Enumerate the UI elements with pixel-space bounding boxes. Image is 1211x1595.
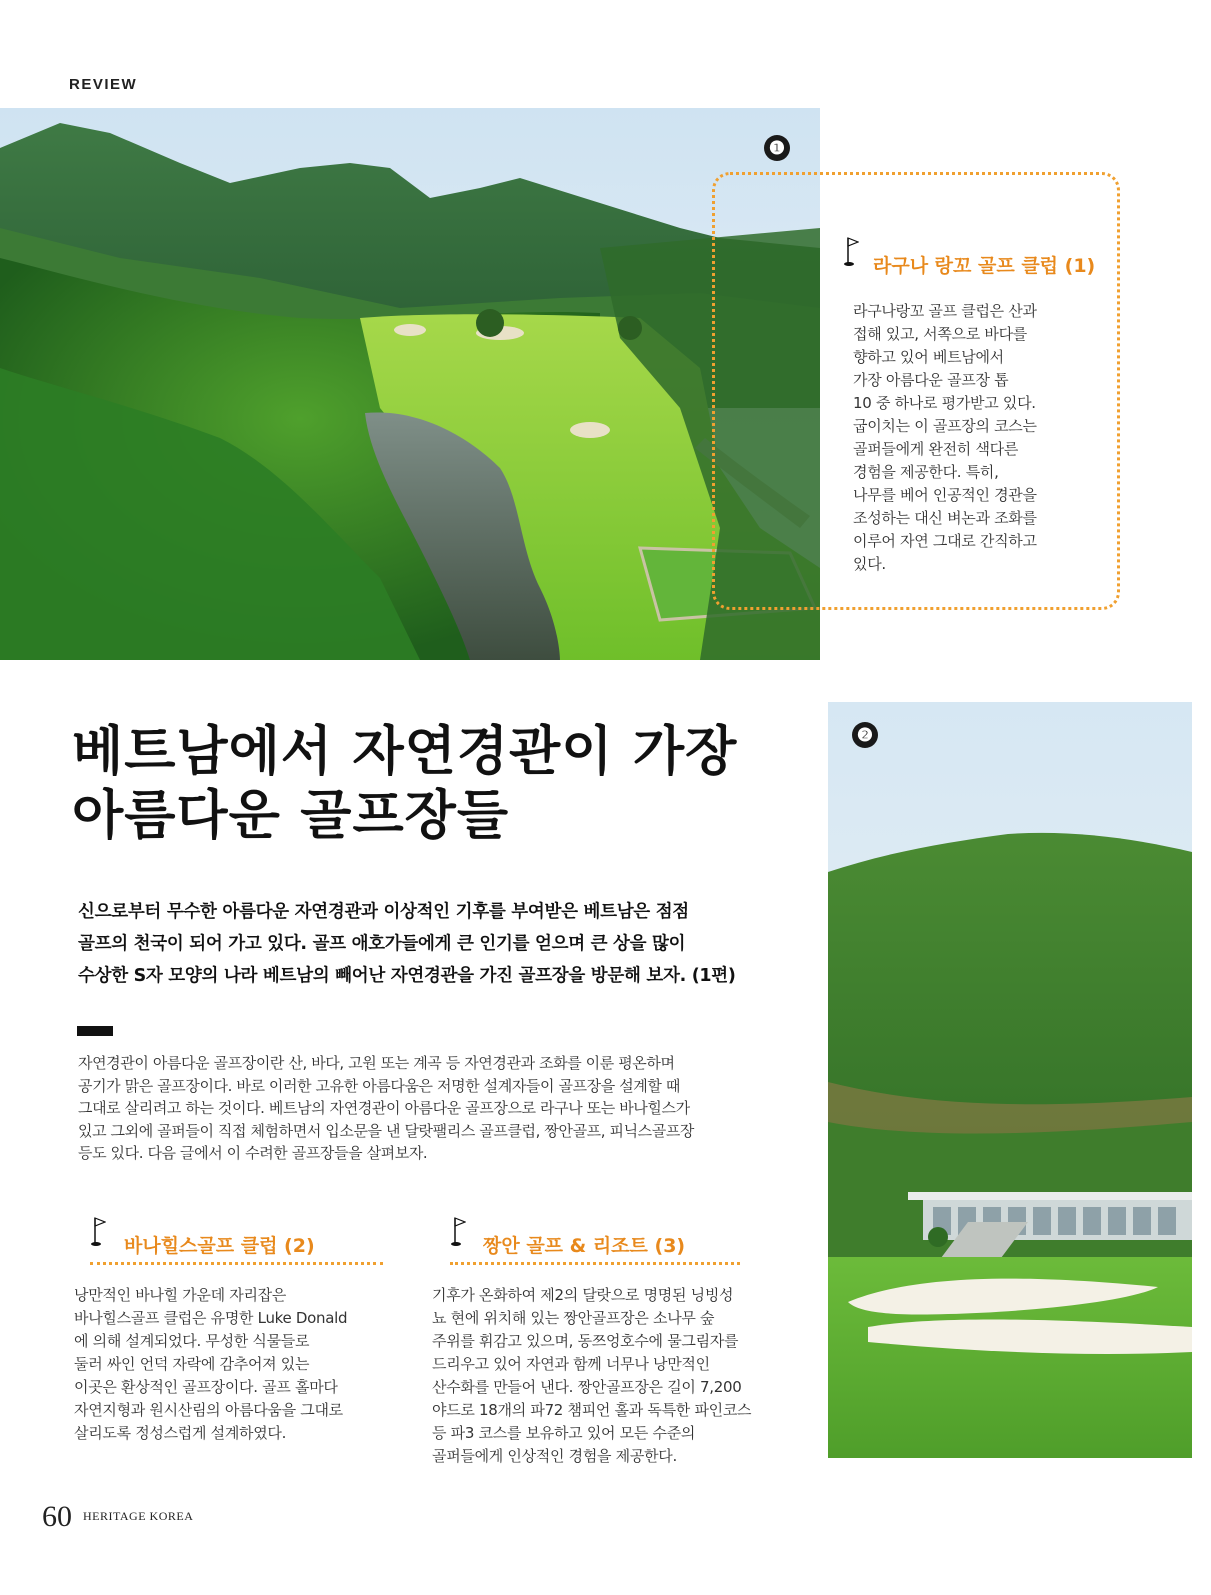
golf-flag-icon	[450, 1216, 466, 1246]
text-line: 이곳은 환상적인 골프장이다. 골프 홀마다	[74, 1378, 338, 1396]
intro-line: 공기가 맑은 골프장이다. 바로 이러한 고유한 아름다움은 저명한 설계자들이 골프장을 설계할 때	[78, 1076, 680, 1095]
section-title-banahills: 바나힐스골프 클럽 (2)	[124, 1235, 315, 1257]
text-line: 자연지형과 원시산림의 아름다움을 그대로	[74, 1401, 343, 1419]
text-line: 에 의해 설계되었다. 무성한 식물들로	[74, 1332, 310, 1350]
text-line: 바나힐스골프 클럽은 유명한 Luke Donald	[74, 1309, 348, 1327]
text-line: 가장 아름다운 골프장 톱	[853, 371, 1009, 389]
text-line: 드리우고 있어 자연과 함께 너무나 낭만적인	[432, 1355, 710, 1373]
text-line: 라구나랑꼬 골프 클럽은 산과	[853, 302, 1037, 320]
golf-flag-icon	[90, 1216, 106, 1246]
intro-line: 그대로 살리려고 하는 것이다. 베트남의 자연경관이 아름다운 골프장으로 라구나 또는 바나힐스가	[78, 1099, 690, 1117]
section-body-trangan	[432, 1284, 783, 1468]
text-line: 둘러 싸인 언덕 자락에 감추어져 있는	[74, 1355, 310, 1373]
section-underline	[90, 1262, 383, 1265]
title-line-2: 아름다운 골프장들	[72, 785, 510, 846]
lead-line: 수상한 S자 모양의 나라 베트남의 빼어난 자연경관을 가진 골프장을 방문해 보자. (1편)	[78, 966, 736, 986]
title-line-1: 베트남에서 자연경관이 가장	[72, 721, 738, 782]
callout-title-laguna: 라구나 랑꼬 골프 클럽 (1)	[873, 255, 1096, 277]
lead-line: 신으로부터 무수한 아름다운 자연경관과 이상적인 기후를 부여받은 베트남은 점점	[78, 902, 689, 922]
text-line: 주위를 휘감고 있으며, 동쯔엉호수에 물그림자를	[432, 1332, 739, 1350]
lead-paragraph	[78, 896, 798, 992]
section-body-banahills	[74, 1284, 392, 1445]
page-number: 60	[42, 1500, 72, 1533]
section-underline	[450, 1262, 740, 1265]
photo-marker-2: ❷	[852, 722, 878, 748]
callout-body-laguna	[853, 300, 1063, 576]
text-line: 나무를 베어 인공적인 경관을	[853, 486, 1037, 504]
text-line: 살리도록 정성스럽게 설계하였다.	[74, 1424, 287, 1442]
text-line: 이루어 자연 그대로 간직하고	[853, 532, 1037, 550]
text-line: 접해 있고, 서쪽으로 바다를	[853, 325, 1027, 343]
laguna-golf-photo	[0, 108, 820, 660]
text-line: 조성하는 대신 벼논과 조화를	[853, 509, 1037, 527]
photo-marker-1: ❶	[764, 135, 790, 161]
text-line: 뇨 현에 위치해 있는 짱안골프장은 소나무 숲	[432, 1309, 715, 1327]
page-title	[72, 720, 812, 848]
section-divider	[77, 1026, 113, 1036]
text-line: 기후가 온화하여 제2의 달랏으로 명명된 닝빙성	[432, 1286, 734, 1304]
text-line: 야드로 18개의 파72 챔피언 홀과 독특한 파인코스	[432, 1401, 752, 1419]
text-line: 골퍼들에게 완전히 색다른	[853, 440, 1019, 458]
text-line: 10 중 하나로 평가받고 있다.	[853, 394, 1036, 412]
text-line: 산수화를 만들어 낸다. 짱안골프장은 길이 7,200	[432, 1378, 742, 1396]
magazine-name: HERITAGE KOREA	[83, 1509, 194, 1523]
text-line: 등 파3 코스를 보유하고 있어 모든 수준의	[432, 1424, 696, 1442]
intro-line: 등도 있다. 다음 글에서 이 수려한 골프장들을 살펴보자.	[78, 1144, 428, 1162]
text-line: 향하고 있어 베트남에서	[853, 348, 1004, 366]
golf-flag-icon	[843, 236, 859, 266]
text-line: 낭만적인 바나힐 가운데 자리잡은	[74, 1286, 287, 1304]
intro-line: 있고 그외에 골퍼들이 직접 체험하면서 입소문을 낸 달랏팰리스 골프클럽, 짱안골프, 피닉스골프장	[78, 1121, 695, 1140]
lead-line: 골프의 천국이 되어 가고 있다. 골프 애호가들에게 큰 인기를 얻으며 큰 상을 많이	[78, 934, 686, 954]
intro-paragraph	[78, 1052, 778, 1165]
intro-line: 자연경관이 아름다운 골프장이란 산, 바다, 고원 또는 계곡 등 자연경관과 조화를 이룬 평온하며	[78, 1054, 675, 1072]
text-line: 경험을 제공한다. 특히,	[853, 463, 999, 481]
trangan-golf-photo	[828, 702, 1192, 1458]
text-line: 굽이치는 이 골프장의 코스는	[853, 417, 1037, 435]
section-title-trangan: 짱안 골프 & 리조트 (3)	[483, 1235, 686, 1257]
text-line: 골퍼들에게 인상적인 경험을 제공한다.	[432, 1447, 677, 1465]
section-label: REVIEW	[69, 76, 138, 93]
text-line: 있다.	[853, 555, 886, 573]
